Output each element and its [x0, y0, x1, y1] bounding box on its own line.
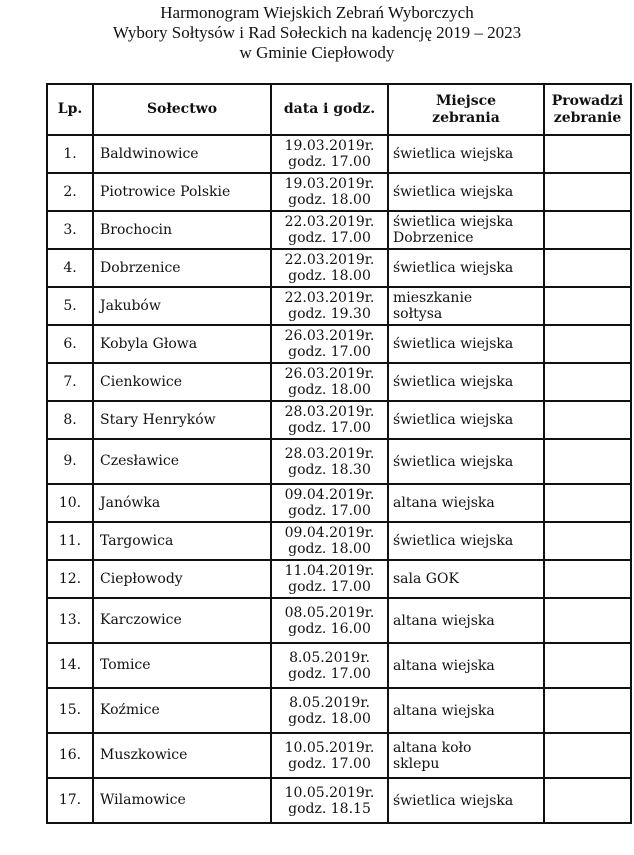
cell-date-time: godz. 18.00	[288, 541, 371, 557]
table-row	[47, 733, 631, 778]
title-line-3: w Gminie Ciepłowody	[239, 43, 395, 62]
cell-solectwo: Stary Henryków	[93, 401, 271, 439]
cell-place-line1: świetlica wiejska	[393, 214, 514, 230]
cell-place	[388, 249, 544, 287]
cell-place-line1: świetlica wiejska	[393, 260, 514, 276]
cell-date	[271, 643, 388, 688]
cell-date-time: godz. 17.00	[288, 230, 371, 246]
cell-place-line1: świetlica wiejska	[393, 184, 514, 200]
cell-date-day: 19.03.2019r.	[284, 176, 375, 192]
cell-date-time: godz. 18.00	[288, 710, 371, 727]
cell-date	[271, 733, 388, 778]
cell-date-day: 10.05.2019r.	[284, 784, 375, 801]
cell-solectwo: Brochocin	[93, 211, 271, 249]
header-row	[47, 84, 631, 135]
cell-place-line1: świetlica wiejska	[393, 453, 514, 470]
cell-leader	[544, 439, 631, 484]
cell-lp: 8.	[47, 401, 93, 439]
cell-leader	[544, 598, 631, 643]
cell-lp: 11.	[47, 522, 93, 560]
cell-place-line1: świetlica wiejska	[393, 533, 514, 549]
cell-place	[388, 733, 544, 778]
cell-solectwo: Koźmice	[93, 688, 271, 733]
cell-date-time: godz. 17.00	[288, 154, 371, 170]
cell-solectwo: Muszkowice	[93, 733, 271, 778]
cell-leader	[544, 287, 631, 325]
cell-place	[388, 135, 544, 173]
cell-place	[388, 287, 544, 325]
cell-solectwo: Czesławice	[93, 439, 271, 484]
cell-place	[388, 439, 544, 484]
cell-solectwo: Karczowice	[93, 598, 271, 643]
cell-solectwo: Wilamowice	[93, 778, 271, 823]
table-row	[47, 325, 631, 363]
cell-date-time: godz. 17.00	[288, 579, 371, 595]
cell-leader	[544, 325, 631, 363]
cell-date-time: godz. 17.00	[288, 755, 371, 772]
cell-date-day: 28.03.2019r.	[284, 404, 375, 420]
cell-place	[388, 325, 544, 363]
cell-place-line1: altana wiejska	[393, 495, 495, 511]
cell-date-day: 26.03.2019r.	[284, 328, 375, 344]
cell-place-line1: świetlica wiejska	[393, 336, 514, 352]
cell-lp: 6.	[47, 325, 93, 363]
cell-leader	[544, 484, 631, 522]
cell-lp: 7.	[47, 363, 93, 401]
cell-place	[388, 778, 544, 823]
cell-place	[388, 211, 544, 249]
cell-date-day: 22.03.2019r.	[284, 214, 375, 230]
cell-date-time: godz. 17.00	[288, 344, 371, 360]
cell-lp: 5.	[47, 287, 93, 325]
cell-place	[388, 688, 544, 733]
cell-date-time: godz. 18.00	[288, 268, 371, 284]
cell-date-day: 8.05.2019r.	[289, 694, 370, 711]
cell-date	[271, 325, 388, 363]
cell-solectwo: Janówka	[93, 484, 271, 522]
cell-date-day: 08.05.2019r.	[284, 604, 375, 621]
cell-lp: 3.	[47, 211, 93, 249]
cell-date-day: 22.03.2019r.	[284, 290, 375, 306]
cell-lp: 10.	[47, 484, 93, 522]
cell-leader	[544, 733, 631, 778]
cell-date-day: 28.03.2019r.	[284, 445, 375, 462]
cell-place-line1: altana wiejska	[393, 612, 495, 629]
table-row	[47, 560, 631, 598]
cell-lp: 17.	[47, 778, 93, 823]
cell-solectwo: Dobrzenice	[93, 249, 271, 287]
cell-date	[271, 173, 388, 211]
cell-leader	[544, 401, 631, 439]
cell-date	[271, 522, 388, 560]
cell-solectwo: Jakubów	[93, 287, 271, 325]
cell-date-day: 26.03.2019r.	[284, 366, 375, 382]
table-row	[47, 643, 631, 688]
table-row	[47, 363, 631, 401]
cell-place	[388, 522, 544, 560]
cell-lp: 9.	[47, 439, 93, 484]
cell-leader	[544, 522, 631, 560]
cell-date-time: godz. 18.15	[288, 800, 371, 817]
cell-place-line1: świetlica wiejska	[393, 146, 514, 162]
cell-place-line1: świetlica wiejska	[393, 412, 514, 428]
cell-leader	[544, 249, 631, 287]
cell-leader	[544, 643, 631, 688]
header-data: data i godz.	[271, 84, 388, 135]
cell-date-time: godz. 19.30	[288, 306, 371, 322]
cell-place-line2: sołtysa	[393, 306, 443, 322]
cell-date	[271, 688, 388, 733]
table-row	[47, 287, 631, 325]
cell-place	[388, 363, 544, 401]
cell-place-line1: świetlica wiejska	[393, 374, 514, 390]
cell-leader	[544, 560, 631, 598]
cell-date-day: 22.03.2019r.	[284, 252, 375, 268]
title-line-1: Harmonogram Wiejskich Zebrań Wyborczych	[160, 3, 474, 22]
table-row	[47, 439, 631, 484]
cell-solectwo: Cienkowice	[93, 363, 271, 401]
cell-place-line1: mieszkanie	[393, 290, 473, 306]
cell-date-time: godz. 17.00	[288, 420, 371, 436]
table-row	[47, 135, 631, 173]
cell-date-day: 10.05.2019r.	[284, 739, 375, 756]
cell-date	[271, 560, 388, 598]
cell-date	[271, 401, 388, 439]
cell-solectwo: Piotrowice Polskie	[93, 173, 271, 211]
cell-place	[388, 560, 544, 598]
cell-lp: 12.	[47, 560, 93, 598]
cell-date-day: 09.04.2019r.	[284, 487, 375, 503]
header-lp: Lp.	[47, 84, 93, 135]
cell-leader	[544, 688, 631, 733]
cell-leader	[544, 778, 631, 823]
cell-date-day: 8.05.2019r.	[289, 649, 370, 666]
cell-date-time: godz. 17.00	[288, 665, 371, 682]
cell-date	[271, 484, 388, 522]
cell-lp: 15.	[47, 688, 93, 733]
cell-place-line1: altana koło	[393, 739, 472, 756]
cell-lp: 1.	[47, 135, 93, 173]
cell-date	[271, 249, 388, 287]
cell-solectwo: Ciepłowody	[93, 560, 271, 598]
table-row	[47, 173, 631, 211]
table-row	[47, 522, 631, 560]
table-row	[47, 598, 631, 643]
cell-solectwo: Tomice	[93, 643, 271, 688]
document-title	[0, 3, 634, 63]
cell-date-time: godz. 18.00	[288, 382, 371, 398]
cell-solectwo: Targowica	[93, 522, 271, 560]
cell-date	[271, 287, 388, 325]
table-row	[47, 484, 631, 522]
table-row	[47, 401, 631, 439]
cell-date-time: godz. 17.00	[288, 503, 371, 519]
cell-place	[388, 401, 544, 439]
cell-date-time: godz. 18.00	[288, 192, 371, 208]
cell-lp: 4.	[47, 249, 93, 287]
cell-leader	[544, 173, 631, 211]
cell-place-line1: altana wiejska	[393, 657, 495, 674]
cell-date	[271, 135, 388, 173]
cell-place	[388, 598, 544, 643]
cell-leader	[544, 363, 631, 401]
cell-place-line2: sklepu	[393, 755, 440, 772]
cell-leader	[544, 211, 631, 249]
header-miejsce: Miejsce zebrania	[388, 84, 544, 135]
cell-date	[271, 211, 388, 249]
cell-date-day: 19.03.2019r.	[284, 138, 375, 154]
cell-lp: 16.	[47, 733, 93, 778]
cell-date	[271, 363, 388, 401]
header-solectwo: Sołectwo	[93, 84, 271, 135]
cell-date	[271, 778, 388, 823]
cell-place-line1: altana wiejska	[393, 702, 495, 719]
cell-date	[271, 598, 388, 643]
cell-place	[388, 484, 544, 522]
cell-lp: 14.	[47, 643, 93, 688]
title-line-2: Wybory Sołtysów i Rad Sołeckich na kadencję 2019 – 2023	[112, 23, 522, 42]
table-row	[47, 688, 631, 733]
cell-lp: 13.	[47, 598, 93, 643]
cell-leader	[544, 135, 631, 173]
cell-solectwo: Baldwinowice	[93, 135, 271, 173]
cell-solectwo: Kobyla Głowa	[93, 325, 271, 363]
cell-date-day: 09.04.2019r.	[284, 525, 375, 541]
table-row	[47, 778, 631, 823]
cell-place	[388, 173, 544, 211]
cell-lp: 2.	[47, 173, 93, 211]
cell-date-time: godz. 18.30	[288, 461, 371, 478]
table-row	[47, 249, 631, 287]
cell-place	[388, 643, 544, 688]
cell-place-line1: świetlica wiejska	[393, 792, 514, 809]
cell-date-day: 11.04.2019r.	[284, 563, 375, 579]
cell-date	[271, 439, 388, 484]
table-row	[47, 211, 631, 249]
cell-place-line2: Dobrzenice	[393, 230, 474, 246]
header-prowadzi: Prowadzi zebranie	[544, 84, 631, 135]
cell-date-time: godz. 16.00	[288, 620, 371, 637]
schedule-table	[46, 83, 632, 824]
cell-place-line1: sala GOK	[393, 571, 459, 587]
